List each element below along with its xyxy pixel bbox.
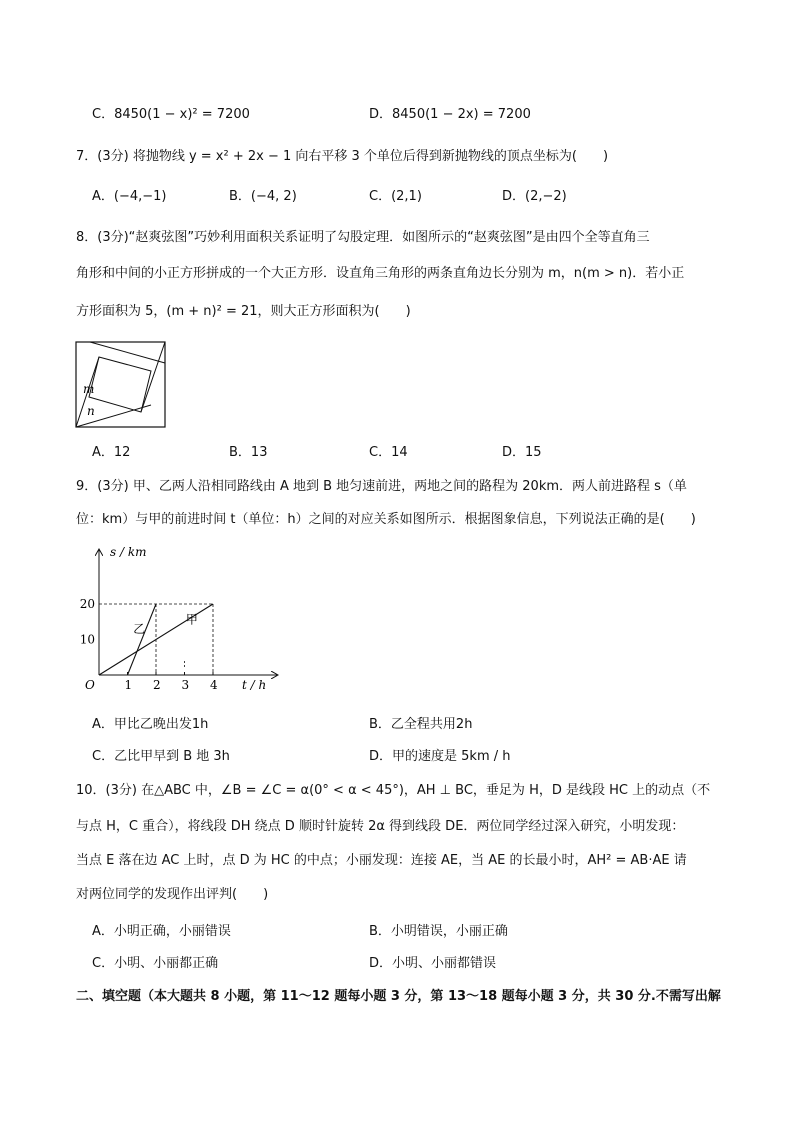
x-axis-label: t / h [242,678,267,692]
origin-label: O [85,678,95,692]
q10-stem-line3: 当点 E 落在边 AC 上时，点 D 为 HC 的中点；小丽发现：连接 AE，当 AE 的长最小时，AH² = AB·AE 请 [76,853,687,868]
q10-option-c: C．小明、小丽都正确 [92,956,219,971]
q6-option-c: C．8450(1 − x)² = 7200 [92,107,250,122]
q7-option-b: B．(−4, 2) [229,189,297,204]
q9-option-a: A．甲比乙晚出发1h [92,717,209,732]
q10-stem-line1: 10．(3分) 在△ABC 中，∠B = ∠C = α(0° < α < 45°)，AH ⊥ BC，垂足为 H，D 是线段 HC 上的动点（不 [76,783,711,798]
q10-stem-line2: 与点 H，C 重合），将线段 DH 绕点 D 顺时针旋转 2α 得到线段 DE．两位同学经过深入研究，小明发现： [76,819,685,834]
q8-option-a: A．12 [92,445,131,460]
q9-stem-line1: 9．(3分) 甲、乙两人沿相同路线由 A 地到 B 地匀速前进，两地之间的路程为 20km．两人前进路程 s（单 [76,479,687,494]
series-label-yi: 乙 [133,622,146,637]
q7-option-a: A．(−4,−1) [92,189,167,204]
q8-stem-line1: 8．(3分)“赵爽弦图”巧妙利用面积关系证明了勾股定理．如图所示的“赵爽弦图”是由四个全等直角三 [76,230,650,245]
q7-stem: 7．(3分) 将抛物线 y = x² + 2x − 1 向右平移 3 个单位后得到新抛物线的顶点坐标为( ) [76,149,609,164]
series-label-jia: 甲 [185,612,198,627]
y-tick-label: 10 [79,632,95,647]
x-tick-label: 2 [153,678,161,692]
x-tick-label: 1 [124,678,133,692]
q7-option-c: C．(2,1) [369,189,422,204]
q9-option-d: D．甲的速度是 5km / h [369,749,511,764]
q6-option-d: D．8450(1 − 2x) = 7200 [369,107,531,122]
x-tick-label: 4 [210,678,218,692]
q10-stem-line4: 对两位同学的发现作出评判( ) [76,887,269,902]
y-tick-label: 20 [79,597,95,611]
q7-option-d: D．(2,−2) [502,189,567,204]
section2-heading: 二、填空题（本大题共 8 小题，第 11～12 题每小题 3 分，第 13～18 题每小题 3 分，共 30 分.不需写出解 [76,989,721,1004]
diagram-label-n: n [87,404,95,418]
q8-stem-line2: 角形和中间的小正方形拼成的一个大正方形．设直角三角形的两条直角边长分别为 m，n(m > n)．若小正 [76,266,685,281]
q9-option-b: B．乙全程共用2h [369,717,473,732]
series-line-yi [128,604,157,675]
q10-option-d: D．小明、小丽都错误 [369,956,497,971]
q10-option-b: B．小明错误，小丽正确 [369,924,508,939]
diagram-label-m: m [83,382,95,396]
distance-time-chart [72,542,282,702]
q9-stem-line2: 位：km）与甲的前进时间 t（单位：h）之间的对应关系如图所示．根据图象信息，下列说法正确的是( ) [76,512,696,527]
q10-option-a: A．小明正确，小丽错误 [92,924,231,939]
q8-option-c: C．14 [369,445,408,460]
x-tick-label: 3 [181,678,190,692]
q8-option-d: D．15 [502,445,542,460]
q8-stem-line3: 方形面积为 5，(m + n)² = 21，则大正方形面积为( ) [76,304,411,319]
q9-option-c: C．乙比甲早到 B 地 3h [92,749,230,764]
q8-option-b: B．13 [229,445,268,460]
zhao-shuang-diagram [75,341,167,429]
y-axis-label: s / km [110,545,147,559]
